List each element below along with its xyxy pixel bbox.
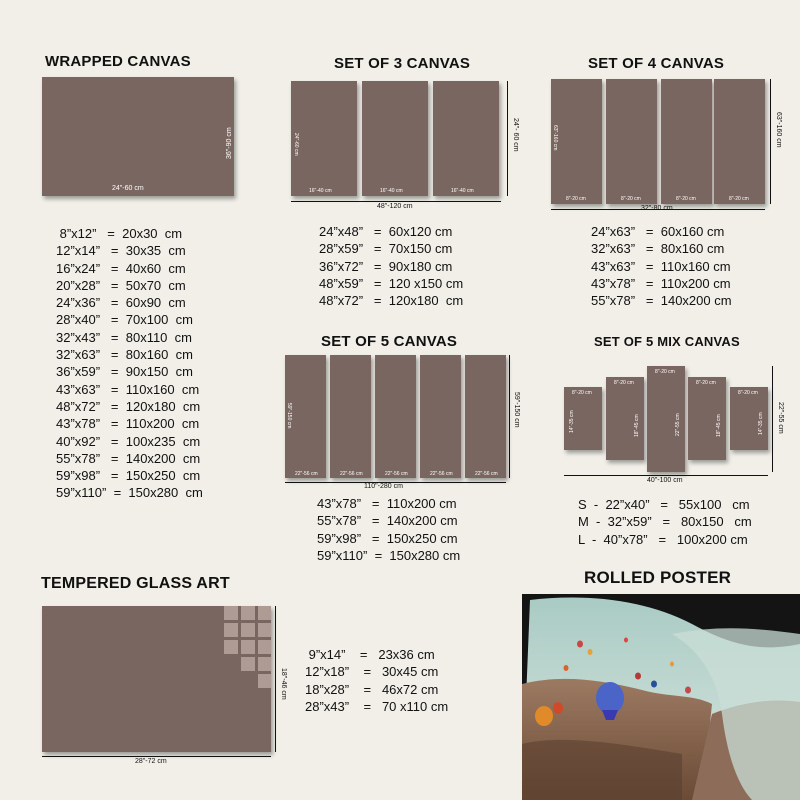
set5mix-panel-label: 8"-20 cm <box>738 390 758 396</box>
size-row: 36”x59” = 90x150 cm <box>56 364 193 380</box>
set5mix-panels <box>564 366 768 472</box>
glass-size-list <box>305 646 448 715</box>
size-row: 20”x28” = 50x70 cm <box>56 277 186 293</box>
set5mix-panel-label: 8"-20 cm <box>696 380 716 386</box>
wrapped-canvas-panel <box>42 77 234 196</box>
size-row: 9”x14” = 23x36 cm <box>305 647 435 662</box>
set4-title: SET OF 4 CANVAS <box>588 55 725 72</box>
set5-panel-4 <box>420 355 461 478</box>
set5mix-height-label: 22"-55 cm <box>777 402 784 434</box>
glass-title: TEMPERED GLASS ART <box>41 575 230 592</box>
size-row: 28”x59” = 70x150 cm <box>319 241 453 257</box>
set5-panels <box>285 355 506 478</box>
size-row: 55”x78” = 140x200 cm <box>56 450 201 466</box>
set3-title: SET OF 3 CANVAS <box>334 55 471 72</box>
size-row: 43”x78” = 110x200 cm <box>56 416 200 432</box>
set4-height-line <box>770 79 771 204</box>
set3-panel-label: 16"-40 cm <box>309 188 332 194</box>
glass-height-line <box>275 606 276 752</box>
set4-panel-label: 8"-20 cm <box>676 196 696 202</box>
set5-title: SET OF 5 CANVAS <box>321 333 458 350</box>
size-row: 32”x63” = 80x160 cm <box>56 347 193 363</box>
size-row: 24”x63” = 60x160 cm <box>591 224 725 239</box>
glass-width-label: 28"-72 cm <box>135 758 167 765</box>
set3-height-label: 24"- 60 cm <box>512 118 519 152</box>
set3-size-list <box>319 224 463 310</box>
size-row: 43”x78” = 110x200 cm <box>317 496 457 511</box>
set5mix-width-label: 40"-100 cm <box>647 477 683 484</box>
size-row: 43”x63” = 110x160 cm <box>591 258 731 274</box>
set3-panel-1 <box>291 81 357 196</box>
size-row: 18”x28” = 46x72 cm <box>305 681 439 697</box>
size-row: 48”x59” = 120 x150 cm <box>319 275 464 291</box>
set5-panel-5 <box>465 355 506 478</box>
size-row: 12”x18” = 30x45 cm <box>305 664 439 680</box>
set4-panel-1 <box>551 79 602 204</box>
set4-panel-4 <box>714 79 765 204</box>
set5mix-panel-2 <box>606 377 644 460</box>
set5mix-panel-side-label: 18"-45 cm <box>634 414 640 437</box>
size-row: L - 40”x78” = 100x200 cm <box>578 531 748 547</box>
set5-panel-label: 22"-56 cm <box>295 471 318 477</box>
set4-width-label: 32"-80 cm <box>641 205 673 212</box>
set5-height-line <box>509 355 510 478</box>
set5mix-panel-label: 8"-20 cm <box>655 369 675 375</box>
set5-width-label: 110"-280 cm <box>364 483 403 490</box>
poster-illustration <box>522 594 800 800</box>
set5mix-panel-side-label: 14"-35 cm <box>758 412 764 435</box>
size-row: 12”x14” = 30x35 cm <box>56 243 186 259</box>
set5-height-label: 59"-150 cm <box>513 392 520 428</box>
size-row: 59”x110” = 150x280 cm <box>317 547 461 563</box>
set3-panel-2 <box>362 81 428 196</box>
set3-height-line <box>507 81 508 196</box>
set5-panel-label: 22"-56 cm <box>385 471 408 477</box>
size-row: 48”x72” = 120x180 cm <box>56 398 201 414</box>
set3-panels <box>291 81 501 196</box>
set5mix-panel-side-label: 22"-55 cm <box>675 413 681 436</box>
set5mix-panel-3 <box>647 366 685 472</box>
set5mix-panel-side-label: 18"-45 cm <box>716 414 722 437</box>
wrapped-height-label: 36"-90 cm <box>226 127 233 159</box>
glass-reflection-grid <box>224 606 271 698</box>
set5-panel-label: 22"-56 cm <box>340 471 363 477</box>
size-row: S - 22”x40” = 55x100 cm <box>578 497 750 512</box>
size-row: 59”x110” = 150x280 cm <box>56 485 203 501</box>
size-row: M - 32”x59” = 80x150 cm <box>578 514 752 530</box>
size-row: 43”x63” = 110x160 cm <box>56 381 200 397</box>
size-row: 36”x72” = 90x180 cm <box>319 258 453 274</box>
set3-panel-3 <box>433 81 499 196</box>
set5-panel-label: 22"-56 cm <box>430 471 453 477</box>
size-row: 55”x78” = 140x200 cm <box>317 513 458 529</box>
set5-panel-3 <box>375 355 416 478</box>
set3-width-label: 48"-120 cm <box>377 203 413 210</box>
set4-panel-label: 8"-20 cm <box>729 196 749 202</box>
size-row: 16”x24” = 40x60 cm <box>56 260 186 276</box>
set5-size-list <box>317 496 460 565</box>
size-row: 48”x72” = 120x180 cm <box>319 293 464 309</box>
set3-panel-label: 16"-40 cm <box>380 188 403 194</box>
set4-panel-label: 8"-20 cm <box>621 196 641 202</box>
size-row: 28”x43” = 70 x110 cm <box>305 698 449 714</box>
size-row: 8”x12” = 20x30 cm <box>56 226 183 241</box>
set5mix-panel-1 <box>564 387 602 450</box>
wrapped-width-label: 24"-60 cm <box>112 185 144 192</box>
glass-width-line <box>42 756 271 757</box>
size-row: 24”x36” = 60x90 cm <box>56 295 186 311</box>
set5mix-size-list <box>578 496 752 548</box>
size-row: 32”x63” = 80x160 cm <box>591 241 725 257</box>
poster-title: ROLLED POSTER <box>584 568 732 587</box>
set5mix-panel-label: 8"-20 cm <box>572 390 592 396</box>
wrapped-size-list <box>56 225 203 502</box>
set5mix-panel-side-label: 14"-35 cm <box>569 410 575 433</box>
size-row: 28”x40” = 70x100 cm <box>56 312 193 328</box>
set5mix-panel-4 <box>688 377 726 460</box>
set4-size-list <box>591 224 732 310</box>
set4-panel-2 <box>606 79 657 204</box>
set5mix-title: SET OF 5 MIX CANVAS <box>594 334 740 349</box>
size-row: 43”x78” = 110x200 cm <box>591 275 731 291</box>
set5mix-panel-5 <box>730 387 768 450</box>
set4-panels <box>551 79 765 204</box>
set5mix-width-line <box>564 475 768 476</box>
size-row: 32”x43” = 80x110 cm <box>56 329 192 345</box>
size-row: 59”x98” = 150x250 cm <box>317 530 458 546</box>
size-row: 55”x78” = 140x200 cm <box>591 293 732 309</box>
glass-panel <box>42 606 271 752</box>
set3-panel-label: 16"-40 cm <box>451 188 474 194</box>
set5mix-panel-label: 8"-20 cm <box>614 380 634 386</box>
wrapped-canvas-title: WRAPPED CANVAS <box>45 53 191 70</box>
set4-panel-label: 8"-20 cm <box>566 196 586 202</box>
size-row: 24”x48” = 60x120 cm <box>319 224 453 239</box>
set4-panel-3 <box>661 79 712 204</box>
set5-panel-label: 22"-56 cm <box>475 471 498 477</box>
set4-panel-side-label: 63"-160 cm <box>552 125 558 151</box>
glass-height-label: 18"-46 cm <box>280 668 287 700</box>
size-row: 40”x92” = 100x235 cm <box>56 433 201 449</box>
set5-panel-2 <box>330 355 371 478</box>
rolled-poster-image <box>522 594 800 800</box>
set4-height-label: 63"-160 cm <box>775 112 782 148</box>
size-row: 59”x98” = 150x250 cm <box>56 468 201 484</box>
set3-panel-side-label: 24"-60 cm <box>293 133 299 156</box>
set5-panel-1 <box>285 355 326 478</box>
set5-panel-side-label: 59"-150 cm <box>286 403 292 429</box>
set3-width-line <box>291 201 501 202</box>
set5mix-height-line <box>772 366 773 472</box>
